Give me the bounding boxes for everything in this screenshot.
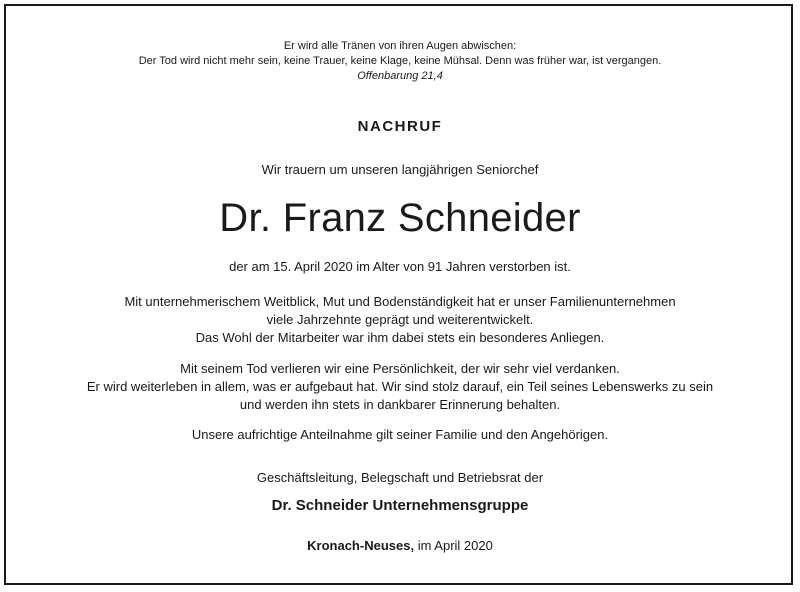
deceased-name: Dr. Franz Schneider [219,196,581,240]
paragraph-condolence: Unsere aufrichtige Anteilnahme gilt seiner Familie und den Angehörigen. [191,427,609,442]
bible-verse [0,39,800,84]
obituary-heading: NACHRUF [357,118,443,135]
place-name: Kronach-Neuses, [307,538,415,553]
paragraph-line: Mit seinem Tod verlieren wir eine Persönlichkeit, der wir sehr viel verdanken. [180,361,620,376]
paragraph-line: und werden ihn stets in dankbarer Erinnerung behalten. [239,397,561,412]
place-date: im April 2020 [417,538,493,553]
place-and-date [0,538,800,553]
death-notice: der am 15. April 2020 im Alter von 91 Jahren verstorben ist. [229,259,571,274]
intro-text: Wir trauern um unseren langjährigen Seniorchef [261,162,539,177]
verse-reference: Offenbarung 21,4 [357,70,443,82]
paragraph-line: Mit unternehmerischem Weitblick, Mut und Bodenständigkeit hat er unser Familienunternehmen [124,294,676,309]
signers-text: Geschäftsleitung, Belegschaft und Betriebsrat der [256,470,544,485]
paragraph-line: Er wird weiterleben in allem, was er aufgebaut hat. Wir sind stolz darauf, ein Teil seines Lebenswerks zu sein [86,379,714,394]
paragraph-line: viele Jahrzehnte geprägt und weiterentwickelt. [266,312,534,327]
paragraph-remembrance [0,360,800,414]
paragraph-line: Das Wohl der Mitarbeiter war ihm dabei stets ein besonderes Anliegen. [195,330,605,345]
verse-line-2: Der Tod wird nicht mehr sein, keine Trauer, keine Klage, keine Mühsal. Denn was früher war, ist vergangen. [138,55,662,67]
paragraph-legacy [0,293,800,347]
verse-line-1: Er wird alle Tränen von ihren Augen abwischen: [283,40,517,52]
company-name: Dr. Schneider Unternehmensgruppe [271,497,529,514]
